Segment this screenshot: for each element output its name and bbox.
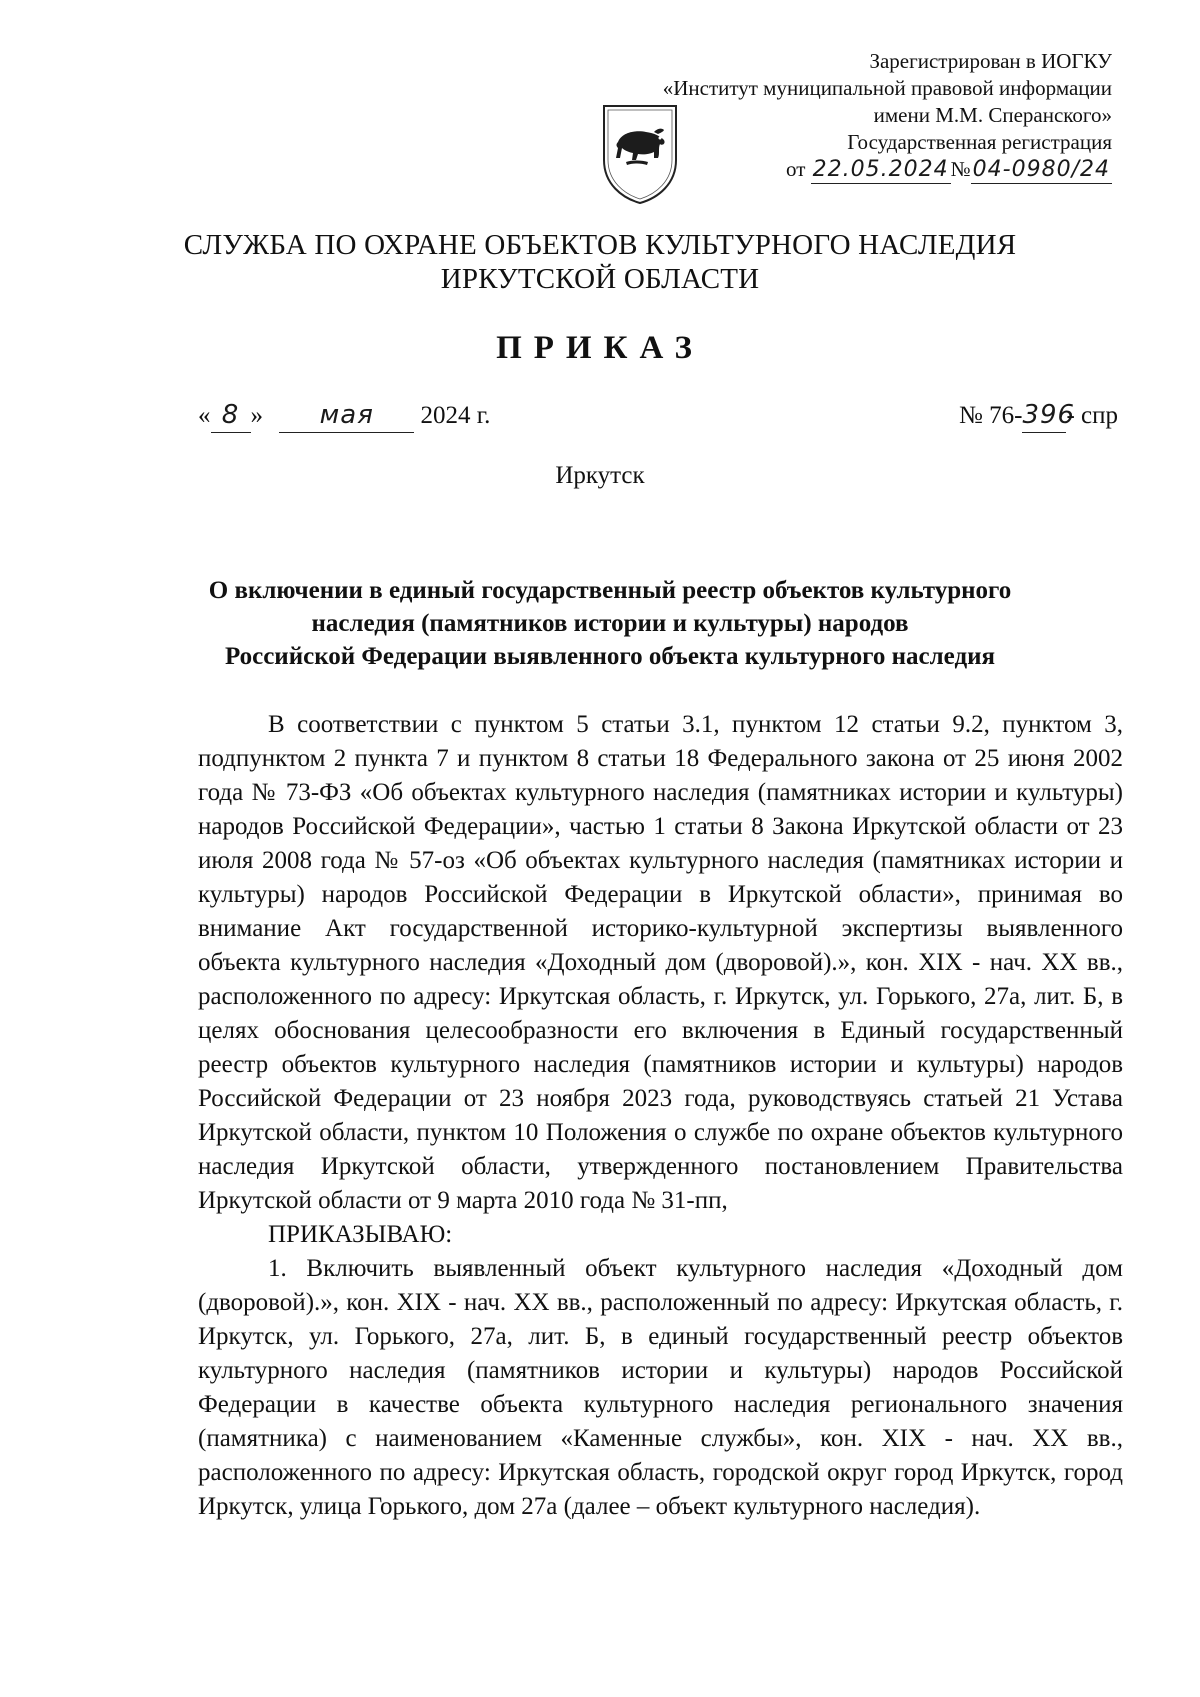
agency-name xyxy=(0,228,1200,296)
date-number-row xyxy=(198,398,1118,433)
document-type: ПРИКАЗ xyxy=(496,330,704,366)
date-month-handwritten: мая xyxy=(279,398,414,433)
registration-number-prefix: № xyxy=(950,157,971,181)
preamble-paragraph: В соответствии с пунктом 5 статьи 3.1, пунктом 12 статьи 9.2, пунктом 3, подпунктом 2 пункта 7 и пунктом 8 статьи 18 Федерального закона от 25 июня 2002 года № 73-ФЗ «Об объектах культурного наследия (памятниках истории и культуры) народов Российской Федерации», частью 1 статьи 8 Закона Иркутской области от 23 июля 2008 года № 57-оз «Об объектах культурного наследия (памятниках истории и культуры) народов Российской Федерации в Иркутской области», принимая во внимание Акт государственной историко-культурной экспертизы выявленного объекта культурного наследия «Доходный дом (дворовой).», кон. XIX - нач. XX вв., расположенного по адресу: Иркутская область, г. Иркутск, ул. Горького, 27а, лит. Б, в целях обоснования целесообразности его включения в Единый государственный реестр объектов культурного наследия (памятников истории и культуры) народов Российской Федерации от 23 ноября 2023 года, руководствуясь статьей 21 Устава Иркутской области, пунктом 10 Положения о службе по охране объектов культурного наследия Иркутской области, утвержденного постановлением Правительства Иркутской области от 9 марта 2010 года № 31-пп, xyxy=(198,711,1123,1214)
title-line-1: О включении в единый государственный реестр объектов культурного xyxy=(208,577,1012,604)
registration-line-1: Зарегистрирован в ИОГКУ xyxy=(869,49,1112,73)
title-line-3: Российской Федерации выявленного объекта культурного наследия xyxy=(224,643,996,670)
registration-number-handwritten: 04-0980/24 xyxy=(972,157,1110,182)
date-close-quote: » xyxy=(250,402,263,429)
order-number-suffix: - спр xyxy=(1066,402,1118,429)
registration-line-2: «Институт муниципальной правовой информации xyxy=(662,76,1112,100)
date-year: 2024 г. xyxy=(420,402,491,429)
agency-name-line-2: ИРКУТСКОЙ ОБЛАСТИ xyxy=(440,263,760,295)
order-item-1: 1. Включить выявленный объект культурного наследия «Доходный дом (дворовой).», кон. XIX - нач. XX вв., расположенный по адресу: Иркутская область, г. Иркутск, ул. Горького, 27а, лит. Б, в единый государственный реестр объектов культурного наследия (памятников истории и культуры) народов Российской Федерации в качестве объекта культурного наследия регионального значения (памятника) с наименованием «Каменные службы», кон. XIX - нач. XX вв., расположенного по адресу: Иркутская область, городской округ город Иркутск, город Иркутск, улица Горького, дом 27а (далее – объект культурного наследия). xyxy=(198,1255,1123,1520)
registration-line-3: имени М.М. Сперанского» xyxy=(873,103,1112,127)
date-day-handwritten: 8 xyxy=(211,398,251,433)
agency-name-line-1: СЛУЖБА ПО ОХРАНЕ ОБЪЕКТОВ КУЛЬТУРНОГО НАСЛЕДИЯ xyxy=(183,229,1017,261)
date-open-quote: « xyxy=(198,402,211,429)
order-number-handwritten: 396 xyxy=(1022,398,1066,433)
registration-line-4: Государственная регистрация xyxy=(847,130,1112,154)
order-number xyxy=(959,398,1118,433)
registration-date-prefix: от xyxy=(786,157,806,181)
order-word: ПРИКАЗЫВАЮ: xyxy=(268,1221,453,1248)
city: Иркутск xyxy=(555,462,645,489)
document-body xyxy=(198,708,1123,1524)
registration-date-handwritten: 22.05.2024 xyxy=(812,157,949,182)
order-number-prefix: № 76- xyxy=(959,402,1023,429)
irkutsk-coat-of-arms-icon xyxy=(600,102,680,206)
registration-stamp xyxy=(663,48,1112,184)
document-title xyxy=(170,574,1050,673)
registration-date-line xyxy=(663,156,1112,184)
title-line-2: наследия (памятников истории и культуры) народов xyxy=(311,610,909,637)
